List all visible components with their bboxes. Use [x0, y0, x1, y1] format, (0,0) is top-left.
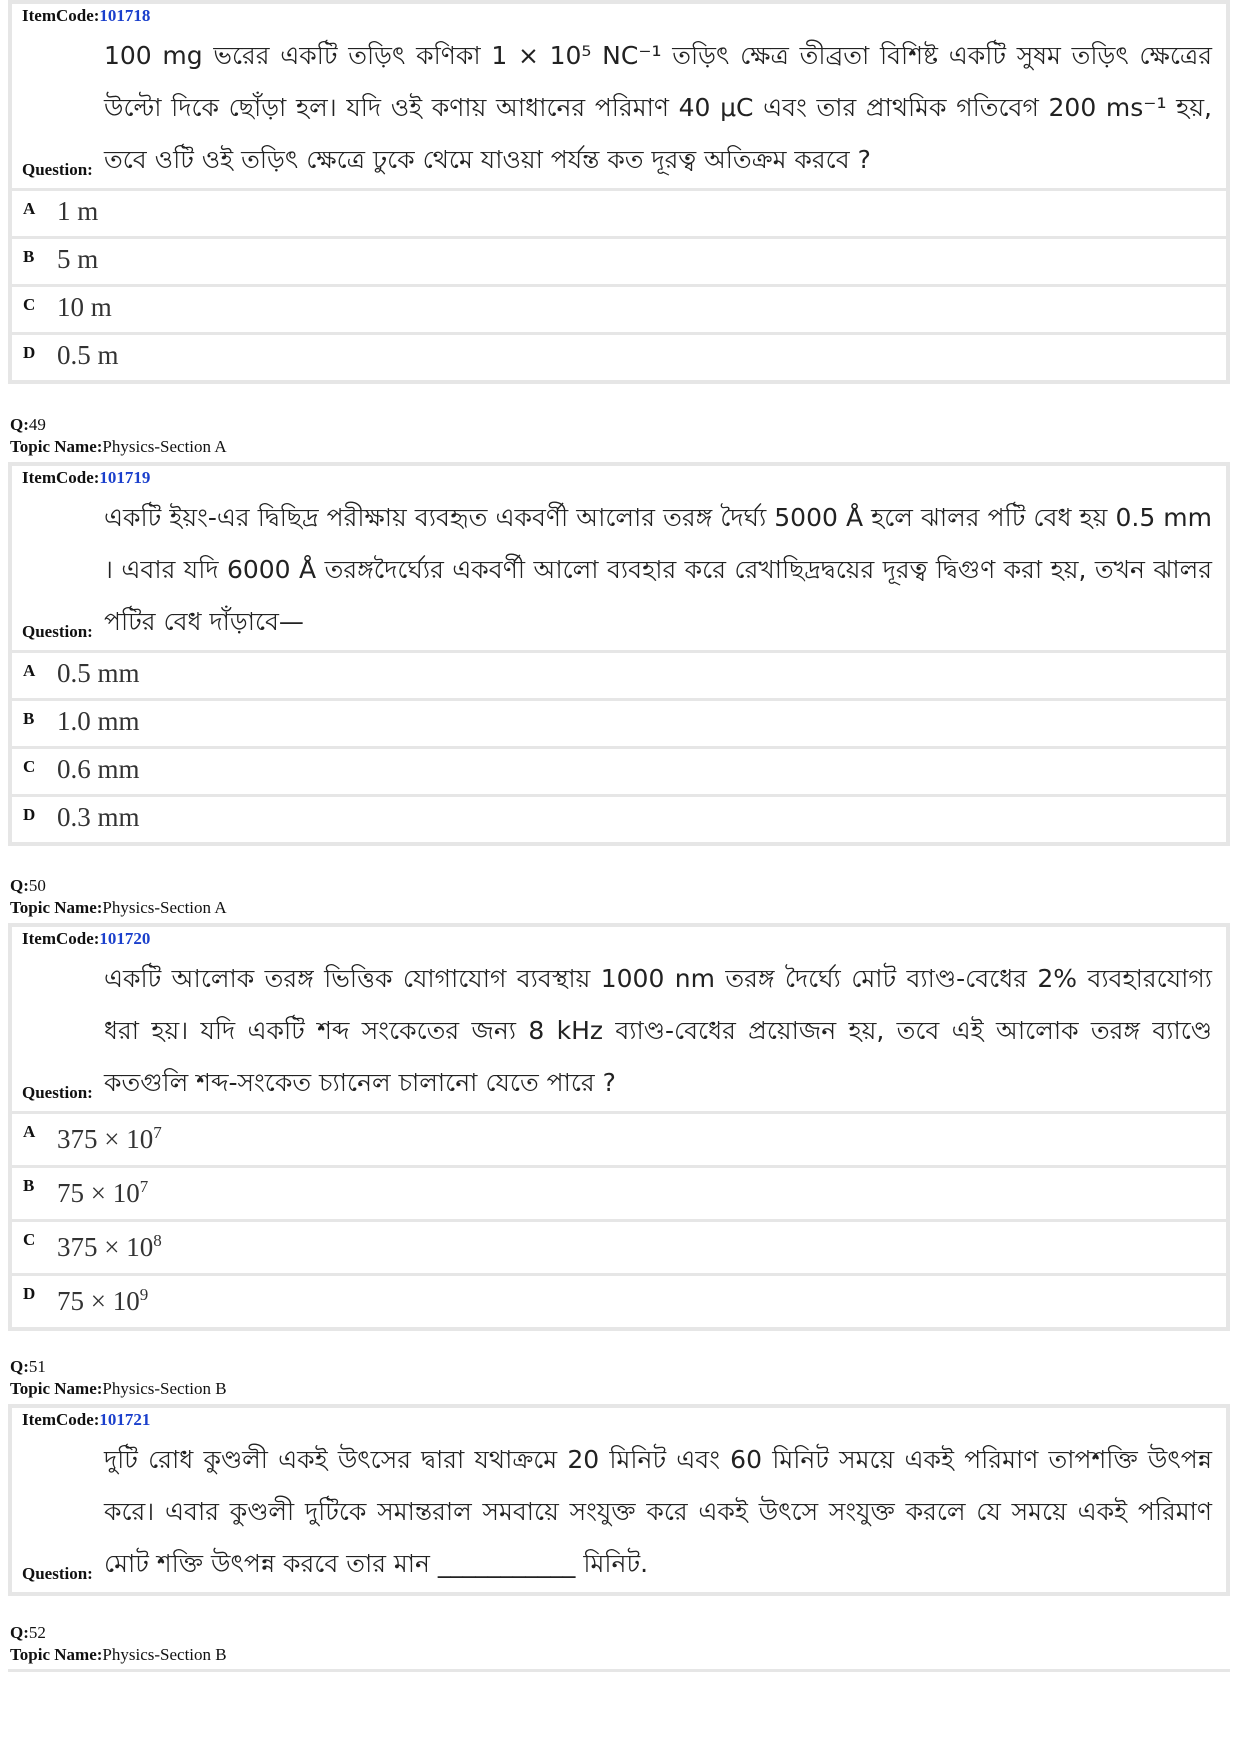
- question-label: Question:: [22, 622, 93, 641]
- option-text: 10 m: [57, 292, 112, 322]
- q-number: 52: [28, 1623, 46, 1642]
- topic-label: Topic Name:: [10, 1645, 103, 1664]
- q-label: Q:: [10, 876, 29, 895]
- option-letter: D: [23, 805, 36, 824]
- item-code-label: ItemCode:: [22, 468, 100, 487]
- option-text: 5 m: [57, 244, 99, 274]
- question-text: দুটি রোধ কুণ্ডলী একই উৎসের দ্বারা যথাক্রমে 20 মিনিট এবং 60 মিনিট সময়ে একই পরিমাণ তাপশক্তি উৎপন্ন করে। এবার কুণ্ডলী দুটিকে সমান্তরাল সমবায়ে সংযুক্ত করে একই উৎসে সংযুক্ত করলে যে সময়ে একই পরিমাণ মোট শক্তি উৎপন্ন করবে তার মান ___________ মিনিট.: [104, 1445, 1212, 1578]
- question-header-50: [10, 875, 227, 919]
- question-header-49: [10, 414, 227, 458]
- option-base: 75 × 10: [57, 1286, 140, 1316]
- item-code-row: [12, 1408, 1226, 1434]
- q-label: Q:: [10, 415, 29, 434]
- option-base: 75 × 10: [57, 1178, 140, 1208]
- option-text: 0.6 mm: [57, 754, 140, 784]
- option-letter: A: [23, 661, 36, 680]
- option-a: [12, 1114, 1226, 1168]
- question-text: 100 mg ভরের একটি তড়িৎ কণিকা 1 × 10⁵ NC⁻¹ তড়িৎ ক্ষেত্র তীব্রতা বিশিষ্ট একটি সুষম তড়িৎ ক্ষেত্রের উল্টো দিকে ছোঁড়া হল। যদি ওই কণায় আধানের পরিমাণ 40 μC এবং তার প্রাথমিক গতিবেগ 200 ms⁻¹ হয়, তবে ওটি ওই তড়িৎ ক্ষেত্রে ঢুকে থেমে যাওয়া পর্যন্ত কত দূরত্ব অতিক্রম করবে ?: [104, 41, 1212, 174]
- question-row: [12, 953, 1226, 1114]
- q-number: 49: [28, 415, 46, 434]
- option-text: [57, 1286, 148, 1317]
- item-code-label: ItemCode:: [22, 929, 100, 948]
- topic-label: Topic Name:: [10, 437, 103, 456]
- option-exponent: 7: [139, 1177, 149, 1196]
- question-text: একটি ইয়ং-এর দ্বিছিদ্র পরীক্ষায় ব্যবহৃত একবর্ণী আলোর তরঙ্গ দৈর্ঘ্য 5000 Å হলে ঝালর পটি বেধ হয় 0.5 mm । এবার যদি 6000 Å তরঙ্গদৈর্ঘ্যের একবর্ণী আলো ব্যবহার করে রেখাছিদ্রদ্বয়ের দূরত্ব দ্বিগুণ করা হয়, তখন ঝালর পটির বেধ দাঁড়াবে—: [104, 503, 1212, 636]
- section-divider: [8, 1669, 1230, 1672]
- topic-value: Physics-Section B: [102, 1379, 227, 1398]
- option-text: [57, 1232, 162, 1263]
- option-letter: A: [23, 199, 36, 218]
- option-text: [57, 1178, 148, 1209]
- question-text: একটি আলোক তরঙ্গ ভিত্তিক যোগাযোগ ব্যবস্থায় 1000 nm তরঙ্গ দৈর্ঘ্যে মোট ব্যাণ্ড-বেধের 2% ব্যবহারযোগ্য ধরা হয়। যদি একটি শব্দ সংকেতের জন্য 8 kHz ব্যাণ্ড-বেধের প্রয়োজন হয়, তবে এই আলোক তরঙ্গ ব্যাণ্ডে কতগুলি শব্দ-সংকেত চ্যানেল চালানো যেতে পারে ?: [104, 964, 1212, 1097]
- option-d: [12, 335, 1226, 380]
- question-block-101719: [8, 462, 1230, 846]
- option-a: [12, 191, 1226, 239]
- option-b: [12, 1168, 1226, 1222]
- option-letter: B: [23, 709, 35, 728]
- item-code-value: 101721: [99, 1410, 151, 1429]
- q-number: 51: [28, 1357, 46, 1376]
- option-exponent: 8: [153, 1231, 162, 1250]
- option-b: [12, 239, 1226, 287]
- option-c: [12, 287, 1226, 335]
- option-c: [12, 749, 1226, 797]
- option-base: 375 × 10: [57, 1124, 154, 1154]
- option-letter: A: [23, 1122, 36, 1141]
- question-header-52: [10, 1622, 227, 1666]
- item-code-row: [12, 466, 1226, 492]
- question-block-101718: [8, 0, 1230, 384]
- option-exponent: 7: [153, 1123, 162, 1142]
- option-text: 1.0 mm: [57, 706, 140, 736]
- q-number: 50: [28, 876, 46, 895]
- option-text: [57, 1124, 162, 1155]
- option-a: [12, 653, 1226, 701]
- option-letter: D: [23, 1284, 36, 1303]
- question-block-101720: [8, 923, 1230, 1331]
- question-header-51: [10, 1356, 227, 1400]
- topic-value: Physics-Section B: [102, 1645, 227, 1664]
- question-row: [12, 1434, 1226, 1592]
- option-exponent: 9: [139, 1285, 149, 1304]
- item-code-value: 101718: [99, 6, 151, 25]
- question-label: Question:: [22, 1564, 93, 1583]
- topic-value: Physics-Section A: [102, 898, 227, 917]
- option-text: 0.5 m: [57, 340, 119, 370]
- option-letter: D: [23, 343, 36, 362]
- q-label: Q:: [10, 1623, 29, 1642]
- item-code-value: 101719: [99, 468, 151, 487]
- item-code-row: [12, 4, 1226, 30]
- option-d: [12, 797, 1226, 842]
- option-base: 375 × 10: [57, 1232, 154, 1262]
- option-c: [12, 1222, 1226, 1276]
- option-d: [12, 1276, 1226, 1327]
- option-letter: B: [23, 247, 35, 266]
- question-row: [12, 30, 1226, 191]
- topic-label: Topic Name:: [10, 898, 103, 917]
- question-row: [12, 492, 1226, 653]
- topic-label: Topic Name:: [10, 1379, 103, 1398]
- option-letter: C: [23, 295, 36, 314]
- item-code-label: ItemCode:: [22, 1410, 100, 1429]
- option-letter: C: [23, 757, 36, 776]
- item-code-value: 101720: [99, 929, 151, 948]
- option-letter: B: [23, 1176, 35, 1195]
- q-label: Q:: [10, 1357, 29, 1376]
- question-label: Question:: [22, 1083, 93, 1102]
- option-letter: C: [23, 1230, 36, 1249]
- topic-value: Physics-Section A: [102, 437, 227, 456]
- option-text: 0.5 mm: [57, 658, 140, 688]
- item-code-row: [12, 927, 1226, 953]
- option-text: 0.3 mm: [57, 802, 140, 832]
- option-text: 1 m: [57, 196, 99, 226]
- question-label: Question:: [22, 160, 93, 179]
- question-block-101721: [8, 1404, 1230, 1596]
- option-b: [12, 701, 1226, 749]
- item-code-label: ItemCode:: [22, 6, 100, 25]
